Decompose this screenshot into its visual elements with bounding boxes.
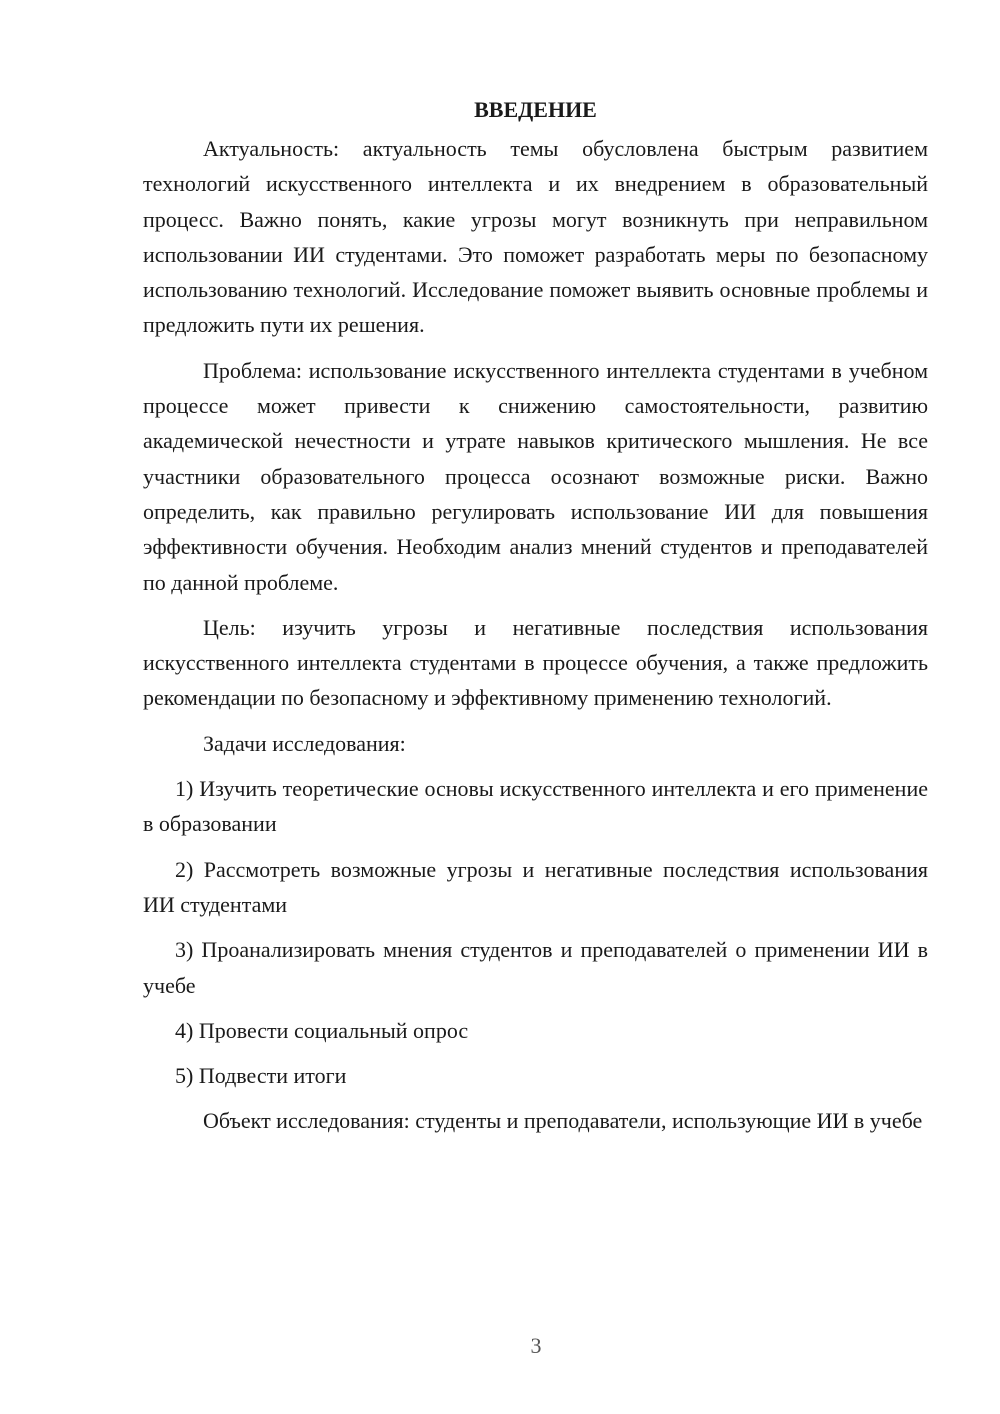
page-content xyxy=(143,92,928,1149)
page-number: 3 xyxy=(530,1333,542,1358)
task-item-4: 4) Провести социальный опрос xyxy=(175,1017,469,1043)
section-title: ВВЕДЕНИЕ xyxy=(474,97,597,122)
paragraph-object: Объект исследования: студенты и преподаватели, использующие ИИ в учебе xyxy=(203,1108,923,1134)
task-item-3: 3) Проанализировать мнения студентов и преподавателей о применении ИИ в учебе xyxy=(143,937,928,998)
task-item-1: 1) Изучить теоретические основы искусственного интеллекта и его применение в образовании xyxy=(143,776,928,837)
tasks-heading: Задачи исследования: xyxy=(203,730,406,756)
paragraph-relevance: Актуальность: актуальность темы обусловлена быстрым развитием технологий искусственного интеллекта и их внедрением в образовательный процесс. Важно понять, какие угрозы могут возникнуть при неправильном использовании ИИ студентами. Это поможет разработать меры по безопасному использованию технологий. Исследование поможет выявить основные проблемы и предложить пути их решения. xyxy=(143,136,928,338)
paragraph-problem: Проблема: использование искусственного интеллекта студентами в учебном процессе может привести к снижению самостоятельности, развитию академической нечестности и утрате навыков критического мышления. Не все участники образовательного процесса осознают возможные риски. Важно определить, как правильно регулировать использование ИИ для повышения эффективности обучения. Необходим анализ мнений студентов и преподавателей по данной проблеме. xyxy=(143,357,928,595)
task-item-2: 2) Рассмотреть возможные угрозы и негативные последствия использования ИИ студентами xyxy=(143,856,928,917)
paragraph-goal: Цель: изучить угрозы и негативные последствия использования искусственного интеллекта студентами в процессе обучения, а также предложить рекомендации по безопасному и эффективному применению технологий. xyxy=(143,614,928,711)
task-item-5: 5) Подвести итоги xyxy=(175,1063,347,1089)
